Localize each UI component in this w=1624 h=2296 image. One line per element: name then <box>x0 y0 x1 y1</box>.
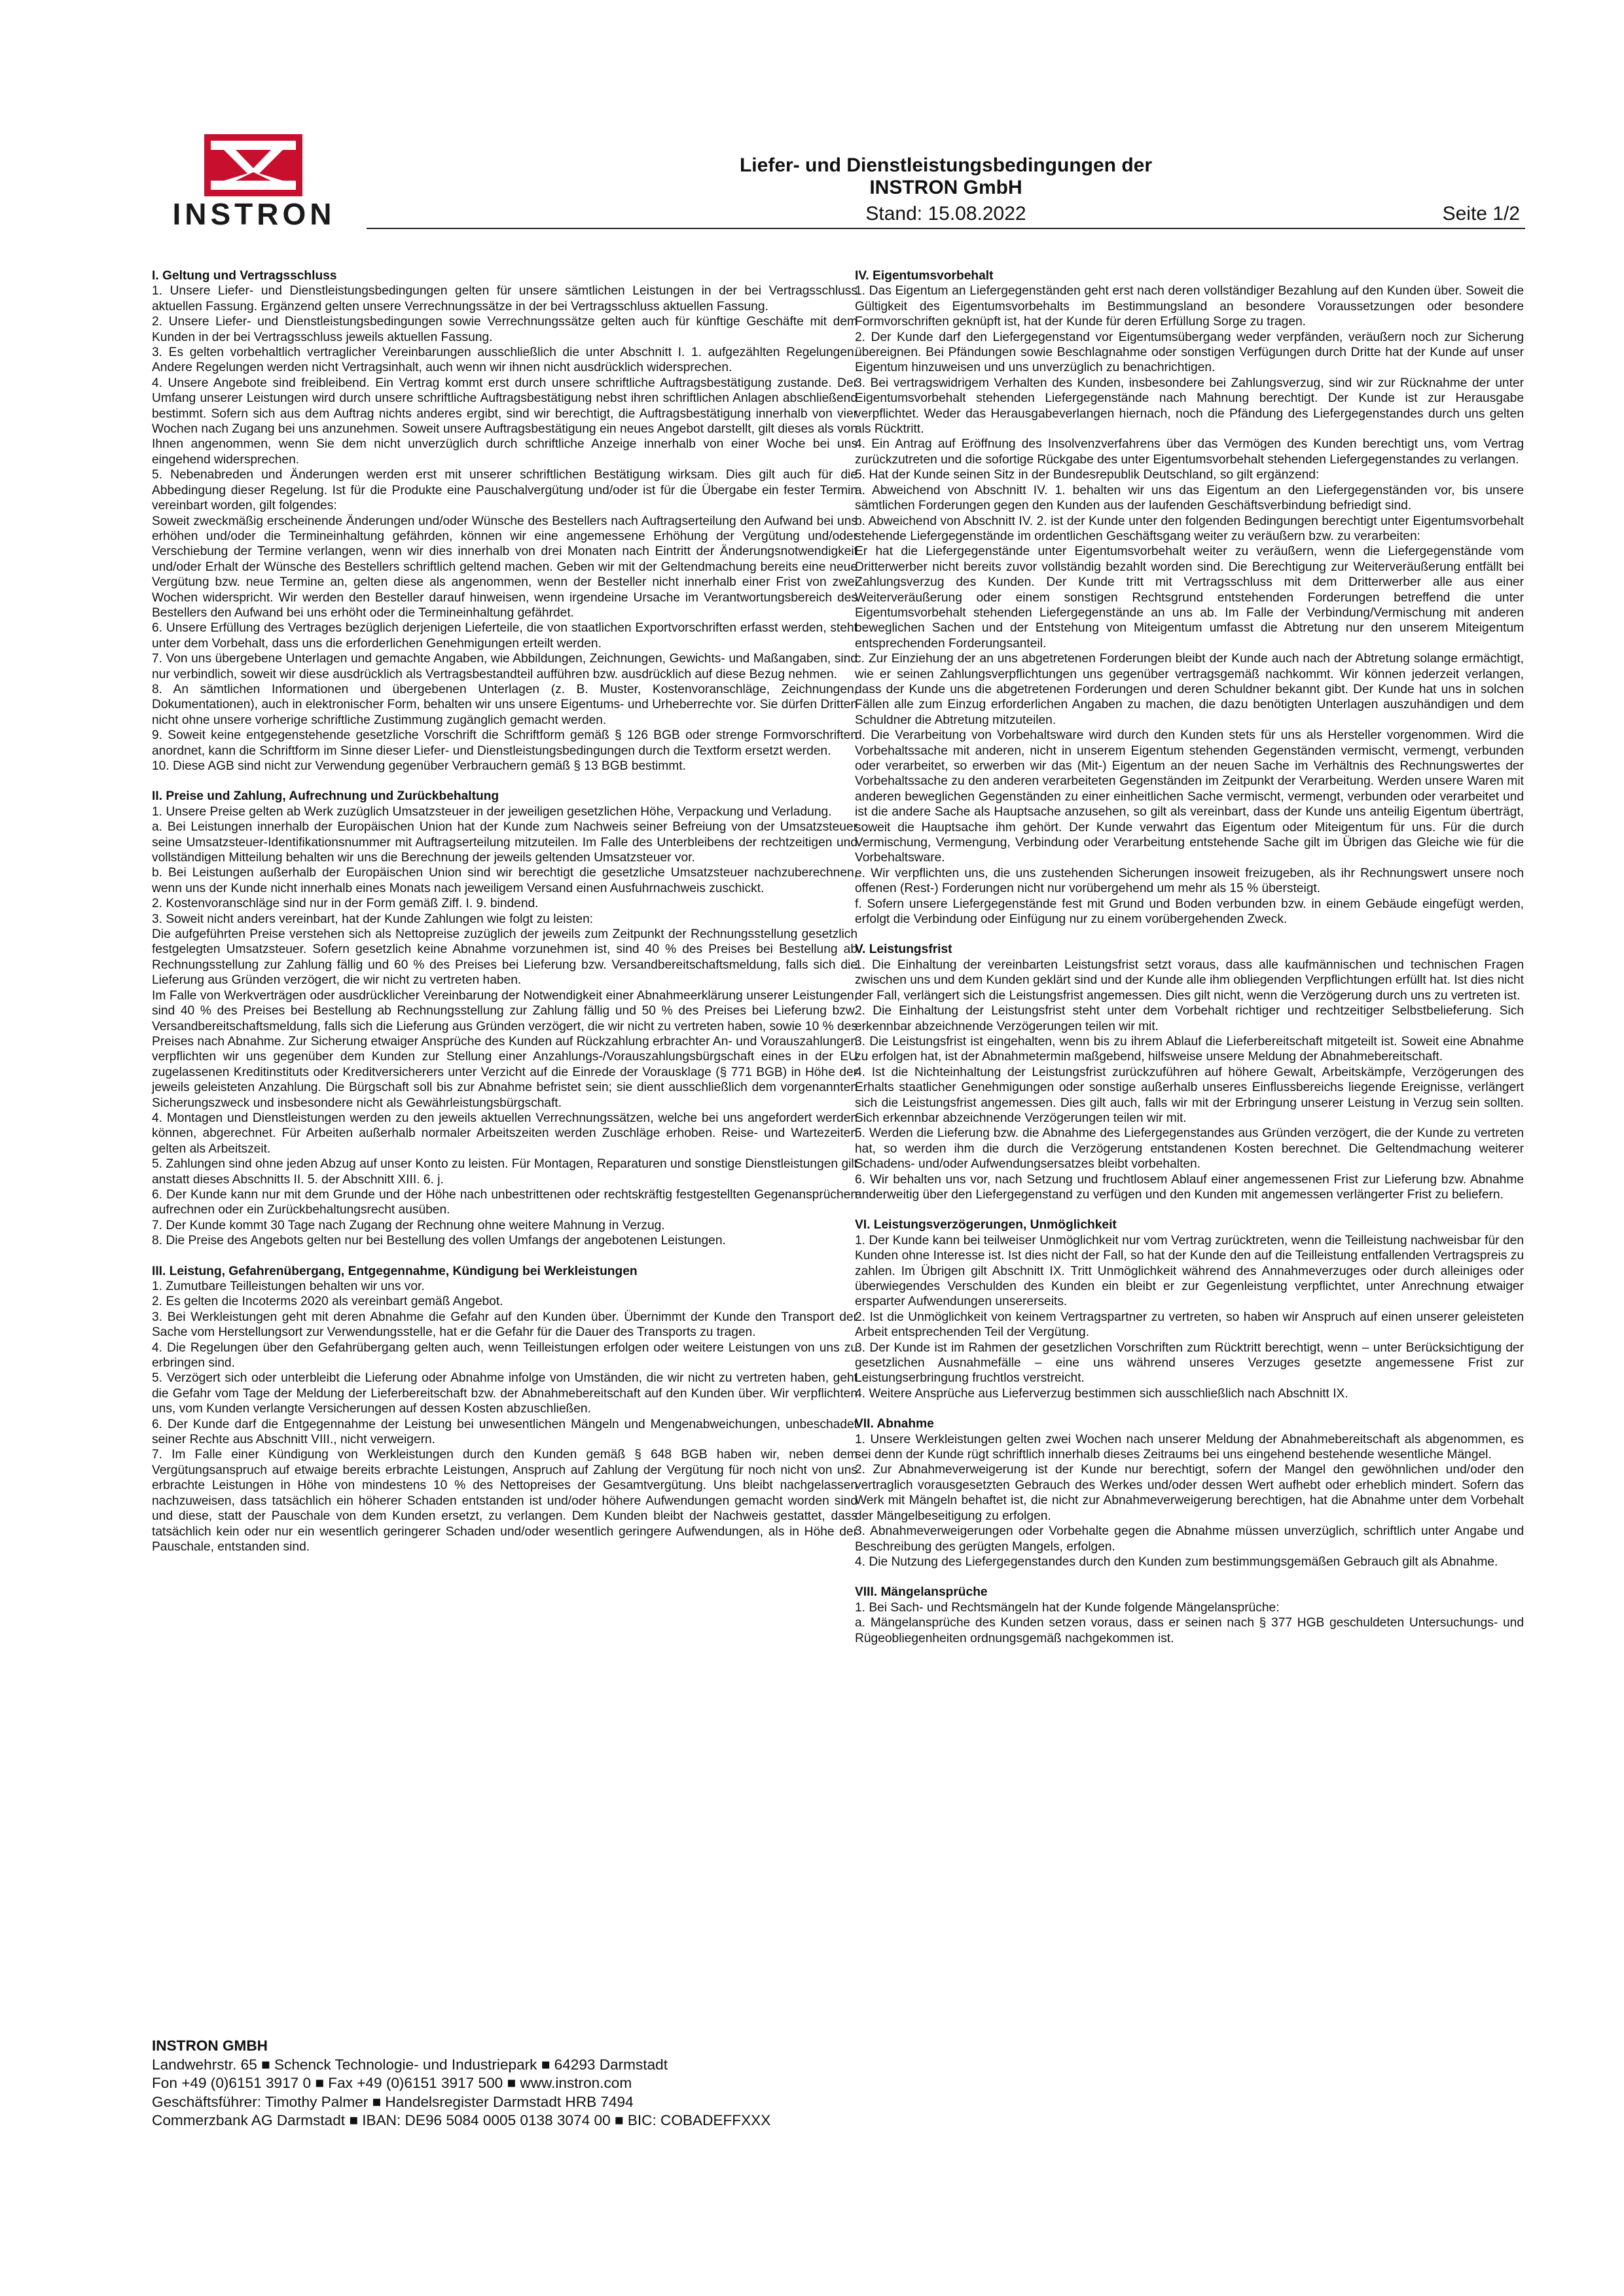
footer-company-name: INSTRON GMBH <box>152 2037 268 2054</box>
terms-section <box>855 268 1524 927</box>
section-paragraph: c. Zur Einziehung der an uns abgetretenen Forderungen bleibt der Kunde auch nach der Abtretung solange ermächtigt, wie er seinen Zahlungsverpflichtungen uns gegenüber vertragsgemäß nachkommt. Wir können jederzeit verlangen, dass der Kunde uns die abgetretenen Forderungen und deren Schuldner bekannt gibt. Der Kunde hat uns in solchen Fällen alle zum Einzug erforderlichen Angaben zu machen, die dazu benötigten Unterlagen auszuhändigen und dem Schuldner die Abtretung mitzuteilen. <box>855 652 1524 727</box>
section-paragraph: 4. Unsere Angebote sind freibleibend. Ein Vertrag kommt erst durch unsere schriftliche Auftragsbestätigung zustande. Der Umfang unserer Leistungen wird durch unsere schriftliche Auftragsbestätigung nebst ihren schriftlichen Anlagen abschließend bestimmt. Sofern sich aus dem Auftrag nichts anderes ergibt, sind wir berechtigt, die Auftragsbestätigung innerhalb von vier Wochen nach Zugang bei uns anzunehmen. Soweit unsere Auftragsbestätigung ein neues Angebot darstellt, gilt dieses als von Ihnen angenommen, wenn Sie dem nicht unverzüglich durch schriftliche Anzeige innerhalb von einer Woche bei uns eingehend widersprechen. <box>152 376 857 467</box>
section-paragraph: 3. Soweit nicht anders vereinbart, hat der Kunde Zahlungen wie folgt zu leisten: <box>152 912 594 926</box>
section-paragraph: 2. Es gelten die Incoterms 2020 als vereinbart gemäß Angebot. <box>152 1295 503 1309</box>
section-paragraph: 1. Bei Sach- und Rechtsmängeln hat der Kunde folgende Mängelansprüche: <box>855 1600 1280 1615</box>
section-paragraph: 2. Ist die Unmöglichkeit von keinem Vertragspartner zu vertreten, so haben wir Anspruch auf einen unserer geleisteten Arbeit entsprechenden Teil der Vergütung. <box>855 1310 1524 1340</box>
stand-date: Stand: 15.08.2022 <box>865 203 1026 224</box>
company-footer <box>152 2037 937 2130</box>
section-paragraph: 3. Bei vertragswidrigem Verhalten des Kunden, insbesondere bei Zahlungsverzug, sind wir zur Rücknahme der unter Eigentumsvorbehalt stehenden Liefergegenstände nach Mahnung berechtigt. Der Kunde ist zur Herausgabe verpflichtet. Weder das Herausgabeverlangen hiernach, noch die Pfändung des Liefergegenstandes durch uns gelten als Rücktritt. <box>855 376 1524 437</box>
terms-section <box>152 1264 857 1555</box>
section-paragraph: 1. Der Kunde kann bei teilweiser Unmöglichkeit nur vom Vertrag zurücktreten, wenn die Teilleistung nachweisbar für den Kunden ohne Interesse ist. Ist dies nicht der Fall, so hat der Kunde den auf die Teilleistung entfallenden Vertragspreis zu zahlen. Im Übrigen gilt Abschnitt IX. Tritt Unmöglichkeit während des Annahmeverzuges oder durch alleiniges oder überwiegendes Verschulden des Kunden ein bleibt er zur Gegenleistung verpflichtet, unter Anrechnung etwaiger ersparter Aufwendungen unsererseits. <box>855 1233 1524 1309</box>
section-paragraph: 8. An sämtlichen Informationen und übergebenen Unterlagen (z. B. Muster, Kostenvoranschläge, Zeichnungen, Dokumentationen), auch in elektronischer Form, behalten wir uns unsere Eigentums- und Urheberrechte vor. Sie dürfen Dritten nicht ohne unsere vorherige schriftliche Zustimmung zugänglich gemacht werden. <box>152 682 857 727</box>
section-paragraph: 2. Der Kunde darf den Liefergegenstand vor Eigentumsübergang weder verpfänden, veräußern noch zur Sicherung übereignen. Bei Pfändungen sowie Beschlagnahme oder sonstigen Verfügungen durch Dritte hat der Kunde auf unser Eigentum hinzuweisen und uns unverzüglich zu benachrichtigen. <box>855 330 1524 375</box>
section-paragraph: 10. Diese AGB sind nicht zur Verwendung gegenüber Verbrauchern gemäß § 13 BGB bestimmt. <box>152 759 686 773</box>
footer-address: Landwehrstr. 65 ■ Schenck Technologie- und Industriepark ■ 64293 Darmstadt <box>152 2056 668 2073</box>
terms-section <box>152 789 857 1248</box>
section-paragraph: 1. Zumutbare Teilleistungen behalten wir uns vor. <box>152 1280 425 1293</box>
section-paragraph: a. Bei Leistungen innerhalb der Europäischen Union hat der Kunde zum Nachweis seiner Befreiung von der Umsatzsteuer seine Umsatzsteuer-Identifikationsnummer mit Auftragserteilung mitzuteilen. Im Falle des Unterbleibens der rechtzeitigen und vollständigen Mitteilung behalten wir uns die Berechnung der jeweils geltenden Umsatzsteuer vor. <box>152 820 857 865</box>
section-heading: III. Leistung, Gefahrenübergang, Entgegennahme, Kündigung bei Werkleistungen <box>152 1264 638 1278</box>
section-paragraph: 2. Unsere Liefer- und Dienstleistungsbedingungen sowie Verrechnungssätze gelten auch für künftige Geschäfte mit dem Kunden in der bei Vertragsschluss jeweils aktuellen Fassung. <box>152 315 857 344</box>
footer-contact: Fon +49 (0)6151 3917 0 ■ Fax +49 (0)6151 3917 500 ■ www.instron.com <box>152 2075 632 2092</box>
section-paragraph: Die aufgeführten Preise verstehen sich als Nettopreise zuzüglich der jeweils zum Zeitpunkt der Rechnungsstellung gesetzlich festgelegten Umsatzsteuer. Sofern gesetzlich keine Abnahme vorzunehmen ist, sind 40 % des Preises bei Bestellung ab Rechnungsstellung zur Zahlung fällig und 60 % des Preises bei Lieferung bzw. Versandbereitschaftsmeldung, falls sich die Lieferung aus Gründen verzögert, die wir nicht zu vertreten haben. <box>152 927 857 988</box>
section-paragraph: 2. Die Einhaltung der Leistungsfrist steht unter dem Vorbehalt richtiger und rechtzeitiger Selbstbelieferung. Sich erkennbar abzeichnende Verzögerungen teilen wir mit. <box>855 1004 1524 1033</box>
footer-bank: Commerzbank AG Darmstadt ■ IBAN: DE96 5084 0005 0138 3074 00 ■ BIC: COBADEFFXXX <box>152 2112 771 2129</box>
section-paragraph: 5. Werden die Lieferung bzw. die Abnahme des Liefergegenstandes aus Gründen verzögert, die der Kunde zu vertreten hat, so werden ihm die durch die Verzögerung entstandenen Kosten berechnet. Die Geltendmachung weiterer Schadens- und/oder Aufwendungsersatzes bleibt vorbehalten. <box>855 1126 1524 1172</box>
section-paragraph: 3. Bei Werkleistungen geht mit deren Abnahme die Gefahr auf den Kunden über. Übernimmt der Kunde den Transport der Sache vom Herstellungsort zur Verwendungsstelle, hat er die Gefahr für die Dauer des Transports zu tragen. <box>152 1310 857 1340</box>
section-paragraph: 7. Im Falle einer Kündigung von Werkleistungen durch den Kunden gemäß § 648 BGB haben wir, neben dem Vergütungsanspruch auf etwaige bereits erbrachte Leistungen, Anspruch auf Zahlung der Vergütung für noch nicht von uns erbrachte Leistungen in Höhe von mindestens 10 % des Nettopreises der Gesamtvergütung. Uns bleibt nachgelassen nachzuweisen, dass tatsächlich ein höherer Schaden entstanden ist und/oder höhere Aufwendungen gemacht worden sind und diese, statt der Pauschale von dem Kunden ersetzt, zu verlangen. Dem Kunden bleibt der Nachweis gestattet, dass tatsächlich kein oder nur ein wesentlich geringerer Schaden und/oder wesentlich geringere Aufwendungen, als in Höhe der Pauschale, entstanden sind. <box>152 1448 857 1554</box>
section-paragraph: Im Falle von Werkverträgen oder ausdrücklicher Vereinbarung der Notwendigkeit einer Abnahmeerklärung unserer Leistungen, sind 40 % des Preises bei Bestellung ab Rechnungsstellung zur Zahlung fällig und 50 % des Preises bei Lieferung bzw. Versandbereitschaftsmeldung, falls sich die Lieferung aus Gründen verzögert, die wir nicht zu vertreten haben, sowie 10 % des Preises nach Abnahme. Zur Sicherung etwaiger Ansprüche des Kunden auf Rückzahlung erbrachter An- und Vorauszahlungen verpflichten wir uns gegenüber dem Kunden zur Stellung einer Anzahlungs-/Vorauszahlungsbürgschaft eines in der EU zugelassenen Kreditinstituts oder Kreditversicherers unter Verzicht auf die Einrede der Vorausklage (§ 771 BGB) in Höhe der jeweils geleisteten Anzahlung. Die Bürgschaft soll bis zur Abnahme befristet sein; sie dient ausschließlich dem vorgenannten Sicherungszweck und insbesondere nicht als Gewährleistungsbürgschaft. <box>152 988 857 1110</box>
section-paragraph: 4. Ist die Nichteinhaltung der Leistungsfrist zurückzuführen auf höhere Gewalt, Arbeitskämpfe, Verzögerungen des Erhalts staatlicher Genehmigungen oder sonstige außerhalb unseres Einflussbereichs liegende Ereignisse, verlängert sich die Leistungsfrist angemessen. Dies gilt auch, falls wir mit der Erbringung unserer Leistung in Verzug sein sollten. Sich erkennbar abzeichnende Verzögerungen teilen wir mit. <box>855 1065 1524 1125</box>
section-paragraph: 5. Hat der Kunde seinen Sitz in der Bundesrepublik Deutschland, so gilt ergänzend: <box>855 468 1320 482</box>
section-paragraph: Er hat die Liefergegenstände unter Eigentumsvorbehalt weiter zu veräußern, wenn die Liefergegenstände vom Dritterwerber nicht bereits zuvor vollständig bezahlt worden sind. Die Berechtigung zur Weiterveräußerung entfällt bei Zahlungsverzug des Kunden. Der Kunde tritt mit Vertragsschluss mit dem Dritterwerber alle aus einer Weiterveräußerung oder einem sonstigen Rechtsgrund entstehenden Forderungen betreffend die unter Eigentumsvorbehalt stehenden Liefergegenstände an uns ab. Im Falle der Verbindung/Vermischung mit anderen beweglichen Sachen und der Entstehung von Miteigentum umfasst die Abtretung nur den unserem Miteigentum entsprechenden Forderungsanteil. <box>855 545 1524 651</box>
document-title-line1: Liefer- und Dienstleistungsbedingungen der <box>739 154 1153 176</box>
terms-section <box>152 268 857 774</box>
section-paragraph: Soweit zweckmäßig erscheinende Änderungen und/oder Wünsche des Bestellers nach Auftragserteilung den Aufwand bei uns erhöhen und/oder die Termineinhaltung gefährden, können wir eine angemessene Erhöhung der Vergütung und/oder Verschiebung der Termine verlangen, wenn wir dies innerhalb von drei Monaten nach Eintritt der Änderungsnotwendigkeit und/oder Erhalt der Wünsche des Bestellers schriftlich geltend machen. Geben wir mit der Geltendmachung bereits eine neue Vergütung bzw. neue Termine an, gelten diese als angenommen, wenn der Besteller nicht innerhalb einer Frist von zwei Wochen widerspricht. Wir werden den Besteller darauf hinweisen, wenn irgendeine Ursache im Verantwortungsbereich des Bestellers den Aufwand bei uns erhöht oder die Termineinhaltung gefährdet. <box>152 514 857 620</box>
page-number: Seite 1/2 <box>1442 203 1520 224</box>
section-paragraph: e. Wir verpflichten uns, die uns zustehenden Sicherungen insoweit freizugeben, als ihr Rechnungswert unsere noch offenen (Rest-) Forderungen nicht nur vorübergehend um mehr als 15 % übersteigt. <box>855 866 1524 896</box>
section-paragraph: 1. Unsere Liefer- und Dienstleistungsbedingungen gelten für unsere sämtlichen Leistungen in der bei Vertragsschluss aktuellen Fassung. Ergänzend gelten unsere Verrechnungssätze in der bei Vertragsschluss aktuellen Fassung. <box>152 284 857 314</box>
section-paragraph: 5. Zahlungen sind ohne jeden Abzug auf unser Konto zu leisten. Für Montagen, Reparaturen und sonstige Dienstleistungen gilt anstatt dieses Abschnitts II. 5. der Abschnitt XIII. 6. j. <box>152 1157 857 1187</box>
document-title-line2: INSTRON GmbH <box>869 177 1022 198</box>
section-paragraph: 8. Die Preise des Angebots gelten nur bei Bestellung des vollen Umfangs der angebotenen Leistungen. <box>152 1234 726 1248</box>
section-paragraph: 4. Weitere Ansprüche aus Lieferverzug bestimmen sich ausschließlich nach Abschnitt IX. <box>855 1386 1348 1401</box>
section-paragraph: 4. Die Regelungen über den Gefahrübergang gelten auch, wenn Teilleistungen erfolgen oder weitere Leistungen von uns zu erbringen sind. <box>152 1340 857 1371</box>
logo-wordmark: INSTRON <box>172 197 336 231</box>
section-heading: VIII. Mängelansprüche <box>855 1585 988 1600</box>
section-paragraph: b. Abweichend von Abschnitt IV. 2. ist der Kunde unter den folgenden Bedingungen berechtigt unter Eigentumsvorbehalt stehende Liefergegenstände im ordentlichen Geschäftsgang weiter zu veräußern bzw. zu verarbeiten: <box>855 514 1524 543</box>
section-paragraph: 3. Die Leistungsfrist ist eingehalten, wenn bis zu ihrem Ablauf die Lieferbereitschaft mitgeteilt ist. Soweit eine Abnahme zu erfolgen hat, ist der Abnahmetermin maßgebend, hilfsweise unsere Meldung der Abnahmebereitschaft. <box>855 1034 1524 1064</box>
section-paragraph: 4. Die Nutzung des Liefergegenstandes durch den Kunden zum bestimmungsgemäßen Gebrauch gilt als Abnahme. <box>855 1554 1498 1569</box>
section-paragraph: a. Mängelansprüche des Kunden setzen voraus, dass er seinen nach § 377 HGB geschuldeten Untersuchungs- und Rügeobliegenheiten ordnungsgemäß nachgekommen ist. <box>855 1616 1524 1645</box>
section-paragraph: 3. Der Kunde ist im Rahmen der gesetzlichen Vorschriften zum Rücktritt berechtigt, wenn – unter Berücksichtigung der gesetzlichen Ausnahmefälle – eine uns während unseres Verzuges gesetzte angemessene Frist zur Leistungserbringung fruchtlos verstreicht. <box>855 1340 1524 1386</box>
terms-section <box>855 1585 1524 1646</box>
section-paragraph: 3. Es gelten vorbehaltlich vertraglicher Vereinbarungen ausschließlich die unter Abschnitt I. 1. aufgezählten Regelungen. Andere Regelungen werden nicht Vertragsinhalt, auch wenn wir ihnen nicht ausdrücklich widersprechen. <box>152 346 857 375</box>
section-paragraph: 4. Ein Antrag auf Eröffnung des Insolvenzverfahrens über das Vermögen des Kunden berechtigt uns, vom Vertrag zurückzutreten und die sofortige Rückgabe des unter Eigentumsvorbehalt stehenden Liefergegenstandes zu verlangen. <box>855 437 1524 467</box>
section-paragraph: 3. Abnahmeverweigerungen oder Vorbehalte gegen die Abnahme müssen unverzüglich, schriftlich unter Angabe und Beschreibung des gerügten Mangels, erfolgen. <box>855 1524 1524 1554</box>
right-column <box>855 268 1524 1661</box>
section-heading: IV. Eigentumsvorbehalt <box>855 269 994 283</box>
instron-logo <box>152 134 356 232</box>
section-paragraph: 6. Unsere Erfüllung des Vertrages bezüglich derjenigen Lieferteile, die von staatlichen Exportvorschriften erfasst werden, steht unter dem Vorbehalt, dass uns die erforderlichen Genehmigungen erteilt werden. <box>152 621 857 651</box>
section-heading: VI. Leistungsverzögerungen, Unmöglichkeit <box>855 1218 1117 1232</box>
section-paragraph: 1. Unsere Werkleistungen gelten zwei Wochen nach unserer Meldung der Abnahmebereitschaft als abgenommen, es sei denn der Kunde rügt schriftlich innerhalb dieses Zeitraums bei uns eingehend bestehende wesentliche Mängel. <box>855 1432 1524 1462</box>
section-heading: II. Preise und Zahlung, Aufrechnung und Zurückbehaltung <box>152 789 499 804</box>
terms-section <box>855 1416 1524 1570</box>
section-paragraph: 1. Unsere Preise gelten ab Werk zuzüglich Umsatzsteuer in der jeweiligen gesetzlichen Höhe, Verpackung und Verladung. <box>152 804 832 819</box>
section-paragraph: 5. Verzögert sich oder unterbleibt die Lieferung oder Abnahme infolge von Umständen, die wir nicht zu vertreten haben, geht die Gefahr vom Tage der Meldung der Lieferbereitschaft bzw. der Abnahmebereitschaft auf den Kunden über. Wir verpflichten uns, vom Kunden verlangte Versicherungen auf dessen Kosten abzuschließen. <box>152 1371 857 1416</box>
section-paragraph: 7. Von uns übergebene Unterlagen und gemachte Angaben, wie Abbildungen, Zeichnungen, Gewichts- und Maßangaben, sind nur verbindlich, soweit wir diese ausdrücklich als Vertragsbestandteil aufführen bzw. ausdrücklich auf diese Bezug nehmen. <box>152 652 857 681</box>
section-paragraph: 5. Nebenabreden und Änderungen werden erst mit unserer schriftlichen Bestätigung wirksam. Dies gilt auch für die Abbedingung dieser Regelung. Ist für die Produkte eine Pauschalvergütung und/oder ist für die Übergabe ein fester Termin vereinbart worden, gilt folgendes: <box>152 468 857 513</box>
section-paragraph: d. Die Verarbeitung von Vorbehaltsware wird durch den Kunden stets für uns als Hersteller vorgenommen. Wird die Vorbehaltssache mit anderen, nicht in unserem Eigentum stehenden Gegenständen vermischt, vermengt, verbunden oder verarbeitet, so erwerben wir das (Mit-) Eigentum an der neuen Sache im Verhältnis des Rechnungswertes der Vorbehaltssache zu den anderen verarbeiteten Gegenständen im Zeitpunkt der Verarbeitung. Werden unsere Waren mit anderen beweglichen Gegenständen zu einer einheitlichen Sache vermischt, vermengt, verbunden oder verarbeitet und ist die andere Sache als Hauptsache anzusehen, so gilt als vereinbart, dass der Kunde uns anteilig Eigentum überträgt, soweit die Hauptsache ihm gehört. Der Kunde verwahrt das Eigentum oder Miteigentum für uns. Für die durch Vermischung, Vermengung, Verbindung oder Verarbeitung entstehende Sache gilt im Übrigen das Gleiche wie für die Vorbehaltsware. <box>855 728 1524 865</box>
section-paragraph: 9. Soweit keine entgegenstehende gesetzliche Vorschrift die Schriftform gemäß § 126 BGB oder strenge Formvorschriften anordnet, kann die Schriftform im Sinne dieser Liefer- und Dienstleistungsbedingungen durch die Textform ersetzt werden. <box>152 728 857 758</box>
footer-management: Geschäftsführer: Timothy Palmer ■ Handelsregister Darmstadt HRB 7494 <box>152 2093 634 2110</box>
section-paragraph: 7. Der Kunde kommt 30 Tage nach Zugang der Rechnung ohne weitere Mahnung in Verzug. <box>152 1218 665 1232</box>
section-paragraph: 6. Der Kunde kann nur mit dem Grunde und der Höhe nach unbestrittenen oder rechtskräftig festgestellten Gegenansprüchen aufrechnen oder ein Zurückbehaltungsrecht ausüben. <box>152 1187 857 1217</box>
section-paragraph: f. Sofern unsere Liefergegenstände fest mit Grund und Boden verbunden bzw. in einem Gebäude eingefügt werden, erfolgt die Verbindung oder Einfügung nur zu einem vorübergehenden Zweck. <box>855 897 1524 927</box>
header-rule <box>367 200 1525 229</box>
section-paragraph: 1. Die Einhaltung der vereinbarten Leistungsfrist setzt voraus, dass alle kaufmännischen und technischen Fragen zwischen uns und dem Kunden geklärt sind und der Kunde alle ihm obliegenden Verpflichtungen erfüllt hat. Ist dies nicht der Fall, verlängert sich die Leistungsfrist angemessen. Dies gilt nicht, wenn die Verzögerung durch uns zu vertreten ist. <box>855 958 1524 1003</box>
section-paragraph: 4. Montagen und Dienstleistungen werden zu den jeweils aktuellen Verrechnungssätzen, welche bei uns angefordert werden können, abgerechnet. Für Arbeiten außerhalb normaler Arbeitszeiten werden Zuschläge erhoben. Reise- und Wartezeiten gelten als Arbeitszeit. <box>152 1111 857 1156</box>
section-paragraph: 1. Das Eigentum an Liefergegenständen geht erst nach deren vollständiger Bezahlung auf den Kunden über. Soweit die Gültigkeit des Eigentumsvorbehalts im Bestimmungsland an besondere Voraussetzungen oder besondere Formvorschriften geknüpft ist, hat der Kunde für deren Erfüllung Sorge zu tragen. <box>855 284 1524 329</box>
section-paragraph: b. Bei Leistungen außerhalb der Europäischen Union sind wir berechtigt die gesetzliche Umsatzsteuer nachzuberechnen, wenn uns der Kunde nicht innerhalb eines Monats nach jeweiligem Versand einen Ausfuhrnachweis zuschickt. <box>152 866 857 895</box>
section-paragraph: a. Abweichend von Abschnitt IV. 1. behalten wir uns das Eigentum an den Liefergegenständen vor, bis unsere sämtlichen Forderungen gegen den Kunden aus der laufenden Geschäftsverbindung befriedigt sind. <box>855 483 1524 513</box>
section-paragraph: 2. Zur Abnahmeverweigerung ist der Kunde nur berechtigt, sofern der Mangel den gewöhnlichen und/oder den vertraglich vorausgesetzten Gebrauch des Werkes und/oder dessen Wert aufhebt oder erheblich mindert. Sofern das Werk mit Mängeln behaftet ist, die nicht zur Abnahmeverweigerung berechtigen, hat die Abnahme unter dem Vorbehalt der Mängelbeseitigung zu erfolgen. <box>855 1463 1524 1523</box>
terms-section <box>855 942 1524 1202</box>
section-heading: I. Geltung und Vertragsschluss <box>152 269 337 283</box>
terms-section <box>855 1217 1524 1401</box>
section-heading: V. Leistungsfrist <box>855 942 952 957</box>
section-paragraph: 6. Der Kunde darf die Entgegennahme der Leistung bei unwesentlichen Mängeln und Mengenabweichungen, unbeschadet seiner Rechte aus Abschnitt VIII., nicht verweigern. <box>152 1417 857 1447</box>
section-paragraph: 2. Kostenvoranschläge sind nur in der Form gemäß Ziff. I. 9. bindend. <box>152 897 539 911</box>
section-paragraph: 6. Wir behalten uns vor, nach Setzung und fruchtlosem Ablauf einer angemessenen Frist zur Lieferung bzw. Abnahme anderweitig über den Liefergegenstand zu verfügen und den Kunden mit angemessen verlängerter Frist zu beliefern. <box>855 1172 1524 1202</box>
section-heading: VII. Abnahme <box>855 1417 934 1431</box>
instron-logo-icon <box>204 134 302 196</box>
left-column <box>152 268 857 1570</box>
document-header <box>367 154 1525 229</box>
